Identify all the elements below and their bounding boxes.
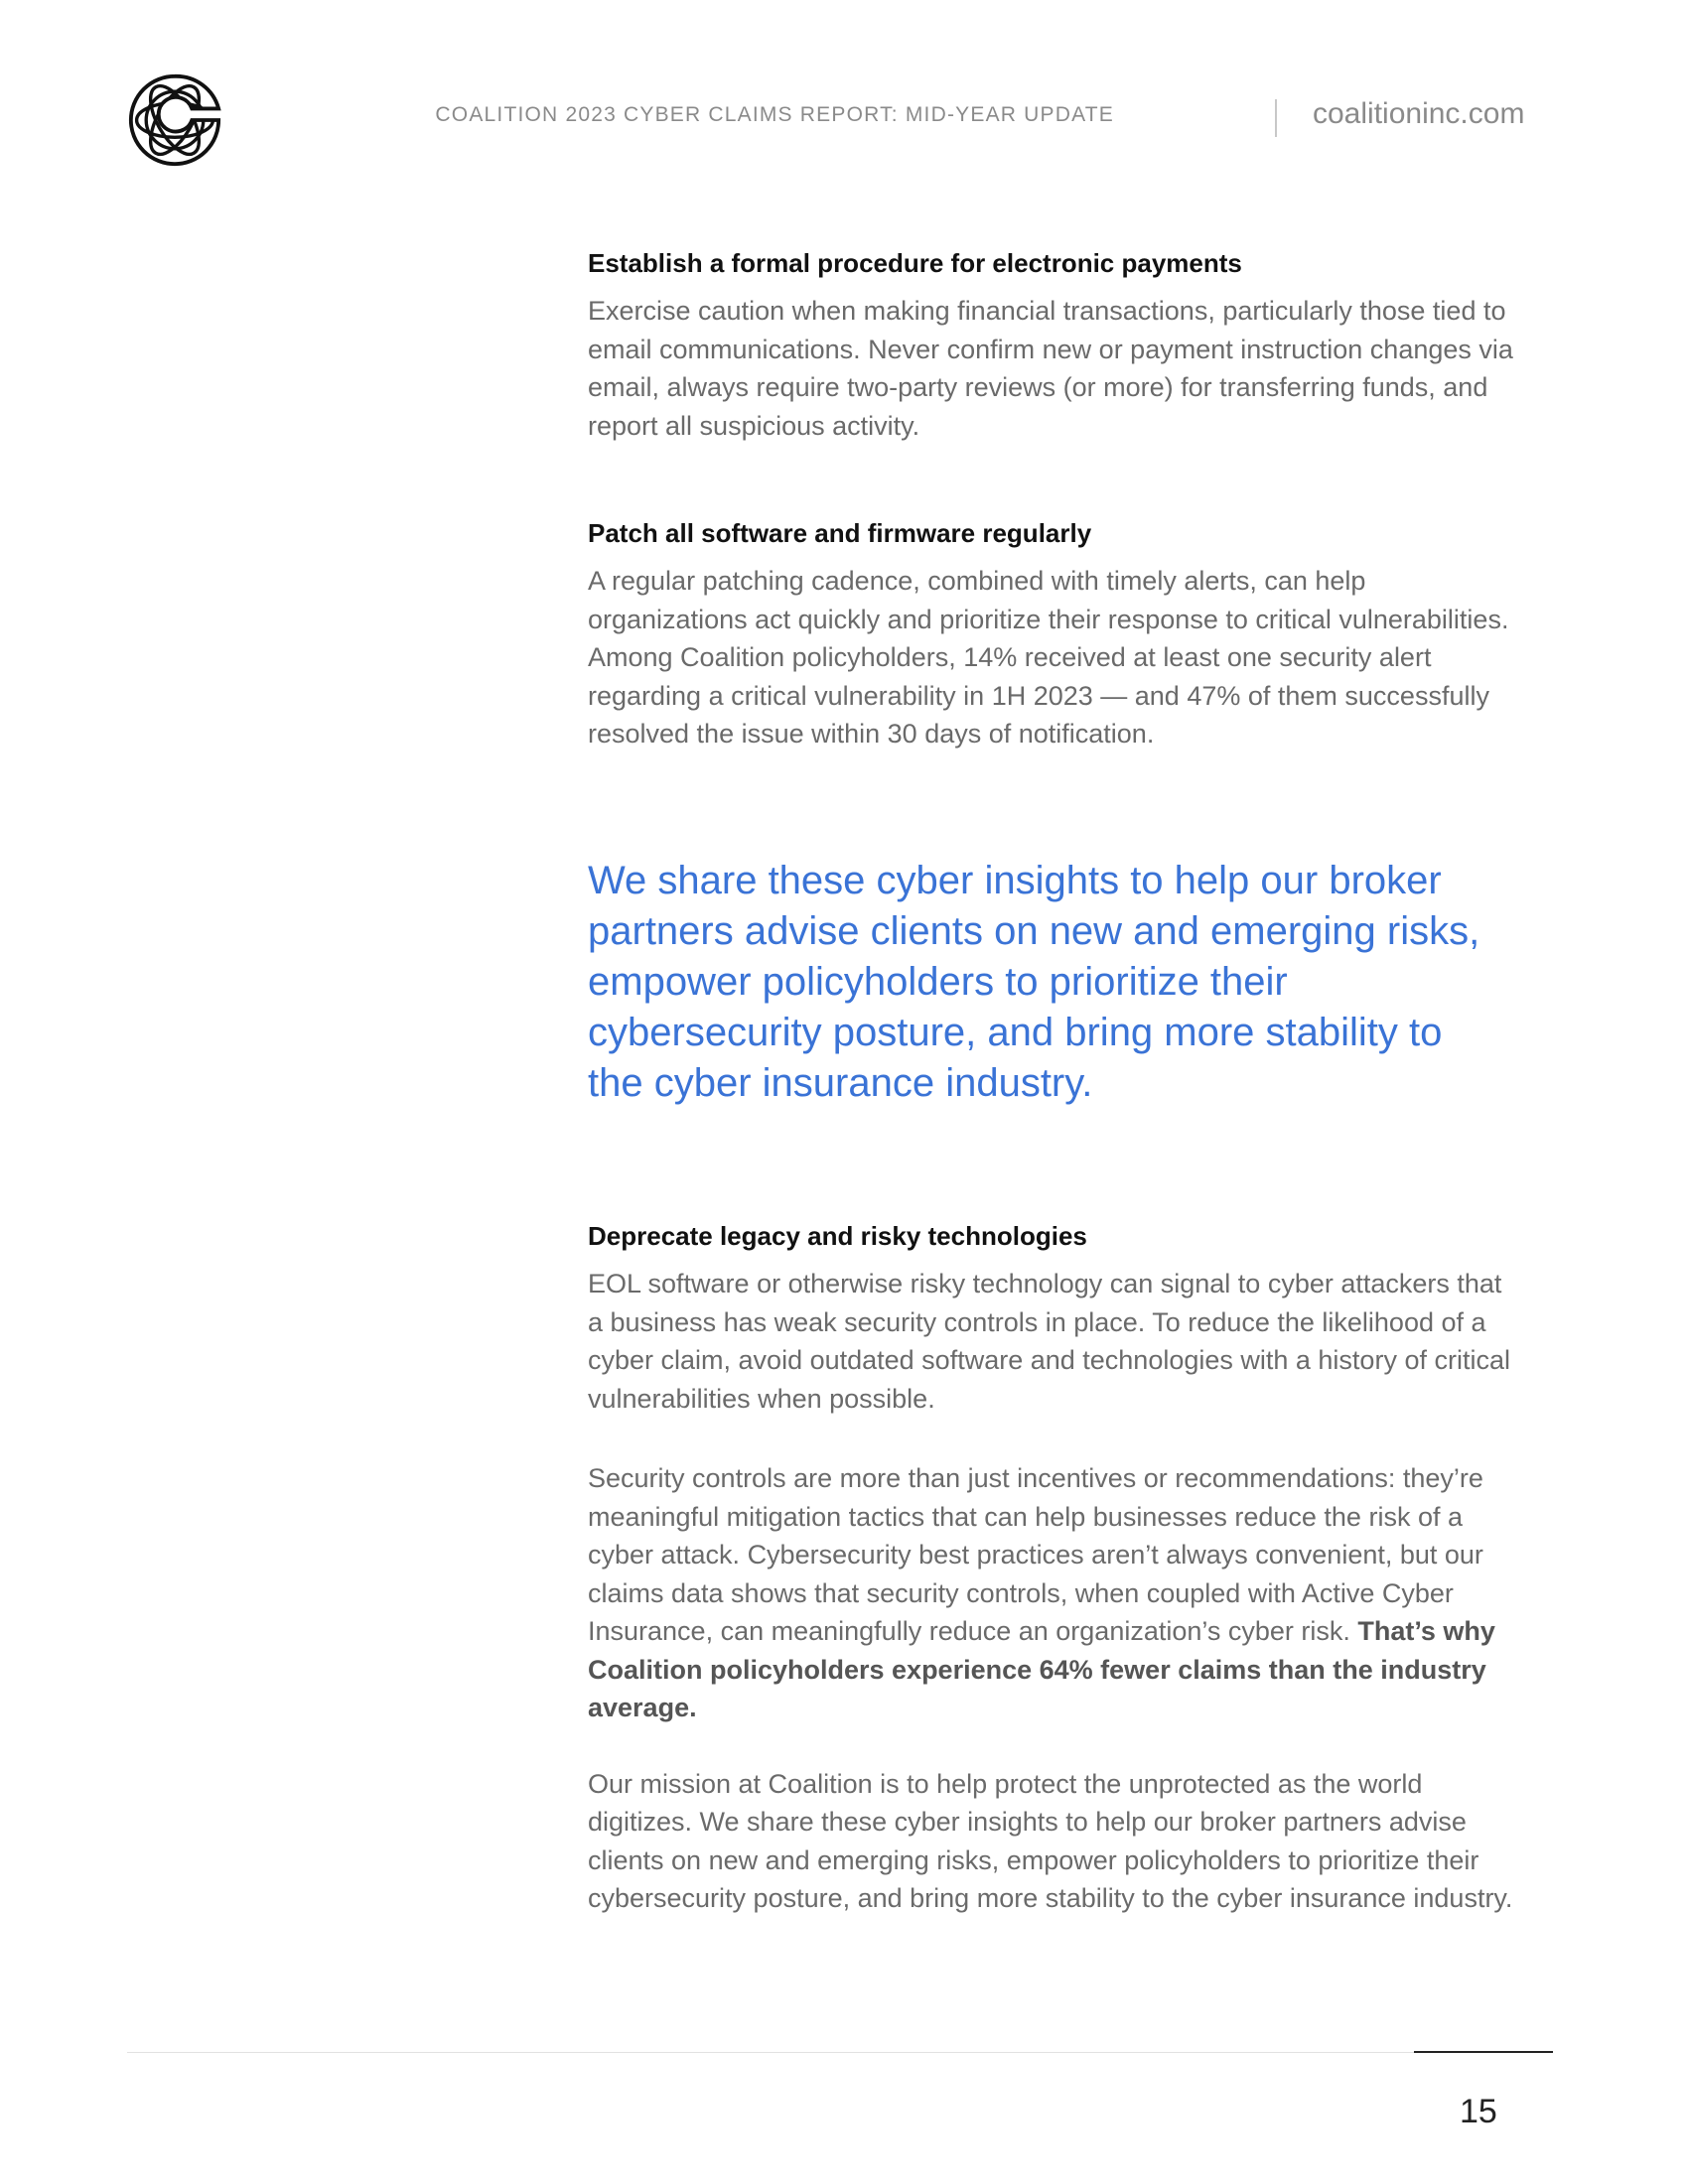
closing-paragraph-1 [588,1459,1521,1727]
footer-accent-line [1414,2051,1553,2053]
report-title: COALITION 2023 CYBER CLAIMS REPORT: MID-YEAR UPDATE [435,103,1114,126]
section-heading: Deprecate legacy and risky technologies [588,1221,1087,1251]
section-patching [588,516,1521,753]
section-heading: Establish a formal procedure for electronic payments [588,248,1242,278]
section-body: EOL software or otherwise risky technology can signal to cyber attackers that a business has weak security controls in place. To reduce the likelihood of a cyber claim, avoid outdated software and technologies with a history of critical vulnerabilities when possible. [588,1269,1510,1414]
section-body: Exercise caution when making financial transactions, particularly those tied to email communications. Never confirm new or payment instruction changes via email, always require two-party reviews (or more) for transferring funds, and report all suspicious activity. [588,296,1513,441]
closing-paragraph-1-emphasis: That’s why Coalition policyholders experience 64% fewer claims than the industry average. [588,1616,1495,1722]
footer-divider [127,2052,1553,2053]
section-electronic-payments [588,246,1521,445]
pull-quote: We share these cyber insights to help our broker partners advise clients on new and emerging risks, empower policyholders to prioritize their cybersecurity posture, and bring more stability to the cyber insurance industry. [588,859,1480,1105]
section-legacy-tech [588,1219,1521,1418]
section-heading: Patch all software and firmware regularly [588,518,1092,548]
page-number: 15 [1460,2093,1497,2130]
header-divider [1275,99,1277,137]
closing-paragraphs [588,1459,1521,1918]
header-url-link[interactable]: coalitioninc.com [1313,97,1525,130]
closing-paragraph-2: Our mission at Coalition is to help protect the unprotected as the world digitizes. We share these cyber insights to help our broker partners advise clients on new and emerging risks, empower policyholders to prioritize their cybersecurity posture, and bring more stability to the cyber insurance industry. [588,1768,1513,1913]
coalition-logo-icon [127,71,222,169]
section-body: A regular patching cadence, combined with timely alerts, can help organizations act quickly and prioritize their response to critical vulnerabilities. Among Coalition policyholders, 14% received at least one security alert regarding a critical vulnerability in 1H 2023 — and 47% of them successfully resolved the issue within 30 days of notification. [588,566,1509,749]
closing-paragraph-1-text: Security controls are more than just incentives or recommendations: they’re meaningful mitigation tactics that can help businesses reduce the risk of a cyber attack. Cybersecurity best practices aren’t always convenient, but our claims data shows that security controls, when coupled with Active Cyber Insurance, can meaningfully reduce an organization’s cyber risk. [588,1463,1483,1646]
